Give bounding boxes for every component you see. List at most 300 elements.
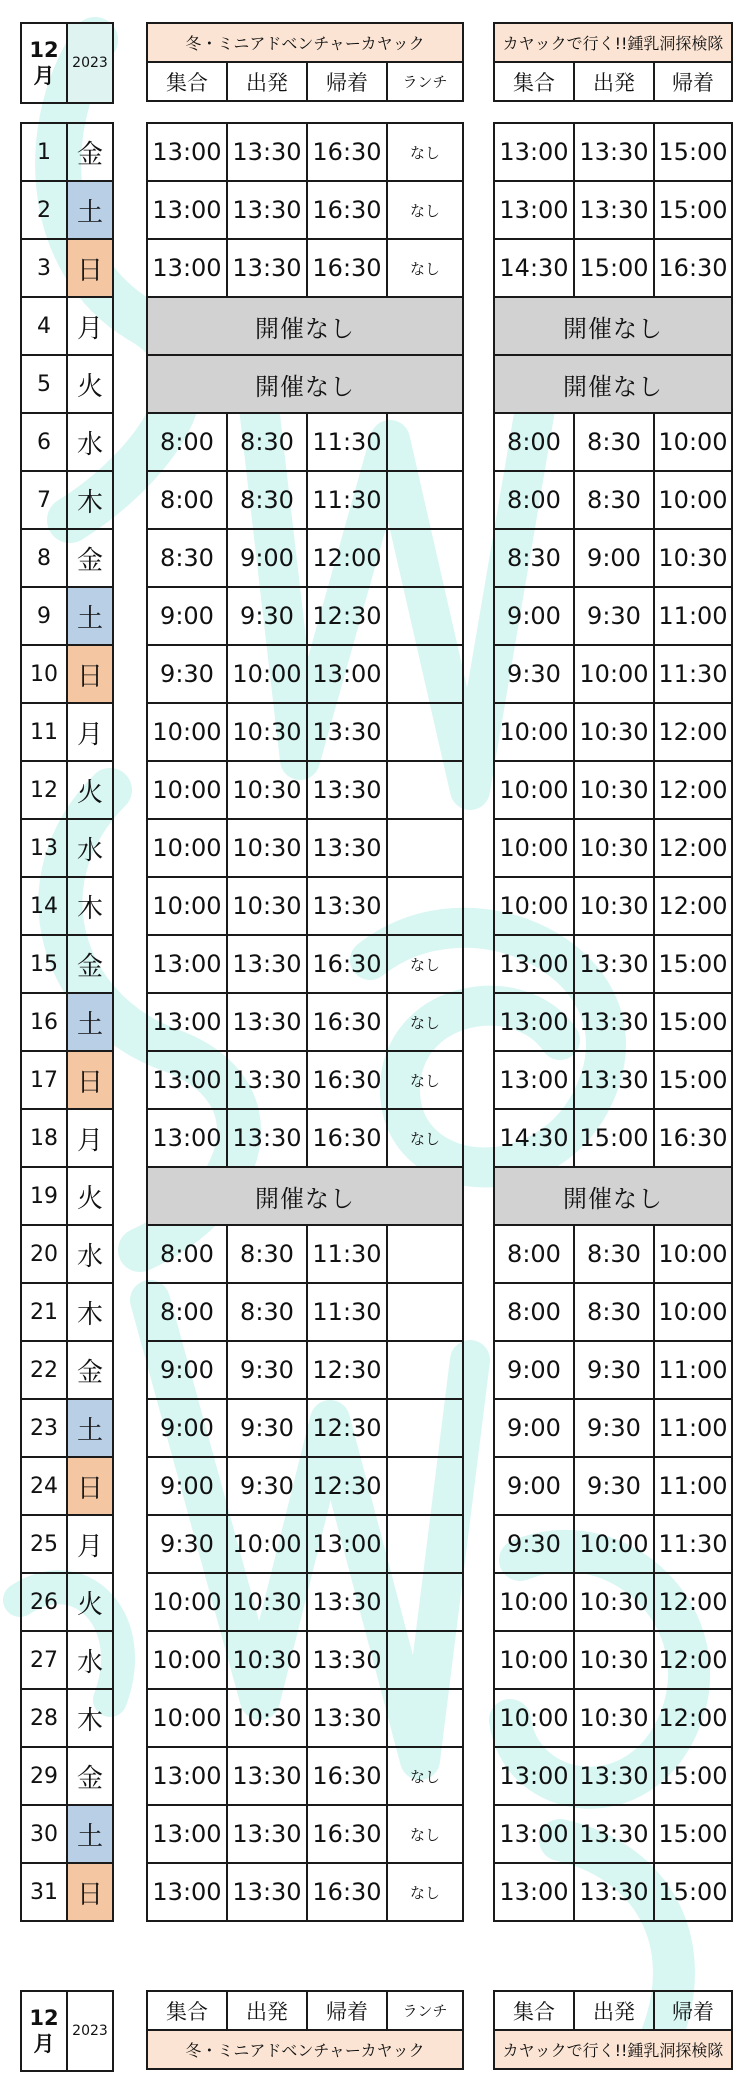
tour-a-return-cell: 13:30 (307, 1631, 387, 1689)
tour-a-gather-cell: 13:00 (147, 123, 227, 181)
weekday-cell: 日 (67, 239, 113, 297)
table-row (21, 1399, 113, 1457)
date-cell: 23 (21, 1399, 67, 1457)
date-cell: 6 (21, 413, 67, 471)
tour-b-depart-cell: 10:30 (574, 1631, 654, 1689)
tour-a-depart-cell: 13:30 (227, 1805, 307, 1863)
footer-a-lunch: ランチ (387, 1991, 463, 2030)
date-cell: 29 (21, 1747, 67, 1805)
tour-a-gather-cell: 13:00 (147, 1747, 227, 1805)
tour-b-depart-cell: 9:30 (574, 1399, 654, 1457)
tour-a-lunch-cell: なし (387, 1863, 463, 1921)
tour-b-schedule-table (493, 122, 733, 1922)
weekday-cell: 土 (67, 181, 113, 239)
tour-b-return-cell: 12:00 (654, 761, 732, 819)
table-row (147, 297, 463, 355)
tour-b-gather-cell: 14:30 (494, 239, 574, 297)
table-row (494, 877, 732, 935)
tour-a-depart-cell: 13:30 (227, 123, 307, 181)
table-row (147, 935, 463, 993)
footer-tour-b-title: カヤックで行く!!鍾乳洞探検隊 (494, 2030, 732, 2069)
tour-a-depart-cell: 13:30 (227, 935, 307, 993)
tour-a-return-cell: 13:00 (307, 1515, 387, 1573)
tour-a-depart-cell: 9:30 (227, 1457, 307, 1515)
weekday-cell: 日 (67, 645, 113, 703)
footer-a-depart: 出発 (227, 1991, 307, 2030)
tour-a-depart-cell: 8:30 (227, 413, 307, 471)
tour-a-gather-cell: 13:00 (147, 1863, 227, 1921)
tour-a-depart-cell: 10:00 (227, 1515, 307, 1573)
table-row (21, 993, 113, 1051)
tour-a-gather-cell: 10:00 (147, 703, 227, 761)
table-row (21, 1747, 113, 1805)
tour-b-gather-cell: 8:00 (494, 413, 574, 471)
tour-a-lunch-cell (387, 587, 463, 645)
tour-b-depart-cell: 8:30 (574, 1283, 654, 1341)
date-cell: 22 (21, 1341, 67, 1399)
tour-a-gather-cell: 13:00 (147, 239, 227, 297)
tour-b-depart-cell: 10:00 (574, 1515, 654, 1573)
weekday-cell: 火 (67, 1167, 113, 1225)
tour-a-lunch-cell: なし (387, 123, 463, 181)
table-row (21, 1225, 113, 1283)
date-cell: 20 (21, 1225, 67, 1283)
header-month-unit: 月 (33, 64, 55, 88)
weekday-cell: 金 (67, 935, 113, 993)
tour-b-gather-cell: 9:30 (494, 1515, 574, 1573)
tour-a-schedule-table (146, 122, 464, 1922)
tour-b-depart-cell: 8:30 (574, 471, 654, 529)
table-row (147, 761, 463, 819)
table-row (21, 1457, 113, 1515)
date-cell: 7 (21, 471, 67, 529)
date-cell: 21 (21, 1283, 67, 1341)
tour-b-depart-cell: 13:30 (574, 993, 654, 1051)
tour-b-gather-cell: 13:00 (494, 123, 574, 181)
tour-a-gather-cell: 9:30 (147, 645, 227, 703)
date-cell: 24 (21, 1457, 67, 1515)
date-cell: 2 (21, 181, 67, 239)
header-a-gather: 集合 (147, 62, 227, 101)
table-row (494, 239, 732, 297)
tour-b-gather-cell: 10:00 (494, 1689, 574, 1747)
tour-a-return-cell: 12:00 (307, 529, 387, 587)
table-row (21, 761, 113, 819)
table-row (147, 239, 463, 297)
table-row (494, 1689, 732, 1747)
tour-a-gather-cell: 9:00 (147, 1457, 227, 1515)
table-row (147, 645, 463, 703)
tour-b-depart-cell: 10:30 (574, 761, 654, 819)
tour-a-depart-cell: 13:30 (227, 1109, 307, 1167)
footer-b-gather: 集合 (494, 1991, 574, 2030)
tour-b-return-cell: 11:00 (654, 1457, 732, 1515)
tour-b-gather-cell: 9:30 (494, 645, 574, 703)
tour-a-depart-cell: 13:30 (227, 1747, 307, 1805)
weekday-cell: 木 (67, 471, 113, 529)
tour-b-gather-cell: 10:00 (494, 1631, 574, 1689)
table-row (147, 587, 463, 645)
tour-a-depart-cell: 9:30 (227, 587, 307, 645)
table-row (147, 1051, 463, 1109)
table-row (494, 1167, 732, 1225)
table-row (21, 1051, 113, 1109)
date-cell: 28 (21, 1689, 67, 1747)
tour-a-lunch-cell: なし (387, 1109, 463, 1167)
table-row (494, 1805, 732, 1863)
tour-a-gather-cell: 13:00 (147, 935, 227, 993)
footer-tour-b-table (493, 1990, 733, 2070)
weekday-cell: 火 (67, 761, 113, 819)
tour-a-return-cell: 12:30 (307, 1399, 387, 1457)
date-cell: 18 (21, 1109, 67, 1167)
header-a-lunch: ランチ (387, 62, 463, 101)
tour-a-lunch-cell: なし (387, 1051, 463, 1109)
table-row (494, 1225, 732, 1283)
tour-b-return-cell: 15:00 (654, 1051, 732, 1109)
tour-b-return-cell: 10:00 (654, 413, 732, 471)
table-row (494, 1341, 732, 1399)
tour-a-depart-cell: 9:30 (227, 1399, 307, 1457)
tour-a-lunch-cell: なし (387, 935, 463, 993)
table-row (494, 703, 732, 761)
table-row (21, 123, 113, 181)
weekday-cell: 土 (67, 993, 113, 1051)
tour-a-gather-cell: 9:00 (147, 1399, 227, 1457)
weekday-cell: 月 (67, 297, 113, 355)
date-cell: 12 (21, 761, 67, 819)
tour-a-depart-cell: 10:30 (227, 877, 307, 935)
header-month-cell (21, 23, 67, 103)
tour-b-return-cell: 16:30 (654, 239, 732, 297)
tour-a-gather-cell: 10:00 (147, 1573, 227, 1631)
table-row (494, 181, 732, 239)
weekday-cell: 月 (67, 703, 113, 761)
table-row (21, 1573, 113, 1631)
date-cell: 16 (21, 993, 67, 1051)
table-row (494, 529, 732, 587)
table-row (21, 1631, 113, 1689)
table-row (147, 819, 463, 877)
tour-b-depart-cell: 10:30 (574, 819, 654, 877)
tour-a-return-cell: 13:30 (307, 819, 387, 877)
tour-b-depart-cell: 10:30 (574, 703, 654, 761)
tour-a-lunch-cell (387, 413, 463, 471)
table-row (494, 1051, 732, 1109)
tour-b-depart-cell: 9:00 (574, 529, 654, 587)
tour-a-lunch-cell (387, 1573, 463, 1631)
tour-b-return-cell: 11:00 (654, 1399, 732, 1457)
tour-a-return-cell: 12:30 (307, 587, 387, 645)
table-row (494, 761, 732, 819)
weekday-cell: 土 (67, 1399, 113, 1457)
table-row (21, 1689, 113, 1747)
tour-a-return-cell: 16:30 (307, 935, 387, 993)
table-row (21, 413, 113, 471)
tour-a-depart-cell: 8:30 (227, 1225, 307, 1283)
table-row (21, 1109, 113, 1167)
table-row (21, 645, 113, 703)
tour-b-gather-cell: 13:00 (494, 1747, 574, 1805)
weekday-cell: 水 (67, 1631, 113, 1689)
tour-b-return-cell: 15:00 (654, 935, 732, 993)
tour-a-lunch-cell (387, 1515, 463, 1573)
tour-b-return-cell: 15:00 (654, 993, 732, 1051)
date-cell: 10 (21, 645, 67, 703)
header-tour-a-title: 冬・ミニアドベンチャーカヤック (147, 23, 463, 62)
header-b-gather: 集合 (494, 62, 574, 101)
tour-b-return-cell: 12:00 (654, 1631, 732, 1689)
header-b-depart: 出発 (574, 62, 654, 101)
table-row (21, 181, 113, 239)
table-row (147, 1341, 463, 1399)
weekday-cell: 水 (67, 413, 113, 471)
tour-a-return-cell: 11:30 (307, 413, 387, 471)
date-cell: 4 (21, 297, 67, 355)
tour-b-depart-cell: 9:30 (574, 587, 654, 645)
tour-a-gather-cell: 10:00 (147, 877, 227, 935)
tour-a-return-cell: 16:30 (307, 181, 387, 239)
tour-b-closed-cell: 開催なし (494, 355, 732, 413)
tour-b-gather-cell: 13:00 (494, 1805, 574, 1863)
tour-b-return-cell: 12:00 (654, 819, 732, 877)
tour-b-return-cell: 15:00 (654, 181, 732, 239)
header-month: 12 (29, 38, 59, 62)
tour-a-lunch-cell (387, 1399, 463, 1457)
tour-b-return-cell: 12:00 (654, 703, 732, 761)
tour-a-return-cell: 13:30 (307, 761, 387, 819)
tour-b-depart-cell: 15:00 (574, 239, 654, 297)
tour-a-gather-cell: 10:00 (147, 819, 227, 877)
tour-b-return-cell: 12:00 (654, 877, 732, 935)
table-row (21, 239, 113, 297)
tour-a-return-cell: 16:30 (307, 239, 387, 297)
weekday-cell: 金 (67, 123, 113, 181)
tour-b-gather-cell: 9:00 (494, 1399, 574, 1457)
tour-a-return-cell: 16:30 (307, 1747, 387, 1805)
tour-b-return-cell: 10:00 (654, 1225, 732, 1283)
tour-b-depart-cell: 9:30 (574, 1457, 654, 1515)
tour-a-return-cell: 12:30 (307, 1341, 387, 1399)
tour-a-lunch-cell (387, 1283, 463, 1341)
tour-a-lunch-cell: なし (387, 239, 463, 297)
date-cell: 13 (21, 819, 67, 877)
tour-b-return-cell: 15:00 (654, 1863, 732, 1921)
weekday-cell: 金 (67, 529, 113, 587)
tour-b-gather-cell: 13:00 (494, 1051, 574, 1109)
footer-month: 12 (29, 2006, 59, 2030)
tour-a-depart-cell: 13:30 (227, 181, 307, 239)
table-row (21, 471, 113, 529)
tour-b-depart-cell: 10:30 (574, 1689, 654, 1747)
tour-a-return-cell: 13:30 (307, 1689, 387, 1747)
tour-b-gather-cell: 13:00 (494, 181, 574, 239)
table-row (494, 819, 732, 877)
tour-a-depart-cell: 9:30 (227, 1341, 307, 1399)
tour-b-return-cell: 12:00 (654, 1573, 732, 1631)
table-row (147, 1457, 463, 1515)
table-row (494, 1631, 732, 1689)
table-row (147, 413, 463, 471)
table-row (21, 587, 113, 645)
tour-b-return-cell: 16:30 (654, 1109, 732, 1167)
weekday-cell: 月 (67, 1109, 113, 1167)
tour-a-lunch-cell: なし (387, 1805, 463, 1863)
tour-a-lunch-cell (387, 1341, 463, 1399)
tour-a-closed-cell: 開催なし (147, 297, 463, 355)
tour-b-gather-cell: 13:00 (494, 1863, 574, 1921)
footer-tour-a-title: 冬・ミニアドベンチャーカヤック (147, 2030, 463, 2069)
tour-a-gather-cell: 13:00 (147, 1051, 227, 1109)
tour-a-return-cell: 11:30 (307, 471, 387, 529)
table-row (494, 413, 732, 471)
weekday-cell: 水 (67, 819, 113, 877)
table-row (147, 703, 463, 761)
tour-b-depart-cell: 13:30 (574, 181, 654, 239)
date-cell: 25 (21, 1515, 67, 1573)
tour-a-return-cell: 16:30 (307, 1805, 387, 1863)
tour-a-lunch-cell (387, 1457, 463, 1515)
table-row (147, 1863, 463, 1921)
tour-a-gather-cell: 10:00 (147, 761, 227, 819)
footer-b-return: 帰着 (654, 1991, 732, 2030)
tour-a-return-cell: 13:30 (307, 703, 387, 761)
tour-a-return-cell: 11:30 (307, 1225, 387, 1283)
tour-b-return-cell: 10:00 (654, 1283, 732, 1341)
table-row (147, 1747, 463, 1805)
tour-b-gather-cell: 8:00 (494, 471, 574, 529)
tour-a-return-cell: 11:30 (307, 1283, 387, 1341)
tour-b-gather-cell: 9:00 (494, 587, 574, 645)
tour-a-gather-cell: 13:00 (147, 1805, 227, 1863)
date-cell: 9 (21, 587, 67, 645)
table-row (21, 877, 113, 935)
header-year: 2023 (67, 23, 113, 103)
date-cell: 15 (21, 935, 67, 993)
table-row (147, 471, 463, 529)
table-row (147, 1167, 463, 1225)
tour-a-gather-cell: 10:00 (147, 1631, 227, 1689)
tour-a-depart-cell: 9:00 (227, 529, 307, 587)
table-row (147, 993, 463, 1051)
date-cell: 30 (21, 1805, 67, 1863)
table-row (21, 1341, 113, 1399)
tour-a-lunch-cell: なし (387, 181, 463, 239)
tour-a-depart-cell: 8:30 (227, 1283, 307, 1341)
weekday-cell: 日 (67, 1863, 113, 1921)
tour-a-lunch-cell (387, 877, 463, 935)
tour-a-lunch-cell (387, 1631, 463, 1689)
tour-a-depart-cell: 13:30 (227, 239, 307, 297)
tour-a-lunch-cell (387, 645, 463, 703)
table-row (21, 529, 113, 587)
table-row (494, 1573, 732, 1631)
tour-b-gather-cell: 9:00 (494, 1341, 574, 1399)
tour-b-gather-cell: 8:00 (494, 1225, 574, 1283)
table-row (147, 1805, 463, 1863)
tour-b-gather-cell: 10:00 (494, 703, 574, 761)
tour-a-depart-cell: 10:30 (227, 761, 307, 819)
header-tour-b-table (493, 22, 733, 102)
table-row (21, 1515, 113, 1573)
tour-a-lunch-cell (387, 761, 463, 819)
tour-b-depart-cell: 13:30 (574, 1863, 654, 1921)
table-row (147, 1573, 463, 1631)
tour-a-gather-cell: 13:00 (147, 1109, 227, 1167)
weekday-cell: 水 (67, 1225, 113, 1283)
tour-b-return-cell: 11:30 (654, 645, 732, 703)
table-row (21, 1283, 113, 1341)
tour-b-gather-cell: 13:00 (494, 993, 574, 1051)
table-row (21, 355, 113, 413)
weekday-cell: 火 (67, 1573, 113, 1631)
weekday-cell: 日 (67, 1457, 113, 1515)
tour-a-gather-cell: 9:00 (147, 587, 227, 645)
table-row (147, 1225, 463, 1283)
date-cell: 17 (21, 1051, 67, 1109)
tour-b-return-cell: 15:00 (654, 1747, 732, 1805)
table-row (494, 1109, 732, 1167)
tour-b-gather-cell: 14:30 (494, 1109, 574, 1167)
tour-a-lunch-cell (387, 819, 463, 877)
table-row (494, 297, 732, 355)
tour-b-gather-cell: 9:00 (494, 1457, 574, 1515)
date-cell: 26 (21, 1573, 67, 1631)
tour-a-lunch-cell (387, 703, 463, 761)
tour-a-return-cell: 16:30 (307, 1109, 387, 1167)
tour-b-closed-cell: 開催なし (494, 1167, 732, 1225)
table-row (494, 355, 732, 413)
tour-b-return-cell: 11:30 (654, 1515, 732, 1573)
tour-a-return-cell: 16:30 (307, 993, 387, 1051)
tour-b-return-cell: 11:00 (654, 587, 732, 645)
table-row (21, 297, 113, 355)
tour-b-depart-cell: 13:30 (574, 1805, 654, 1863)
date-cell: 19 (21, 1167, 67, 1225)
table-row (494, 1515, 732, 1573)
tour-a-return-cell: 13:30 (307, 877, 387, 935)
table-row (494, 935, 732, 993)
table-row (147, 1689, 463, 1747)
weekday-cell: 木 (67, 877, 113, 935)
tour-b-depart-cell: 9:30 (574, 1341, 654, 1399)
tour-b-return-cell: 10:00 (654, 471, 732, 529)
tour-a-gather-cell: 9:00 (147, 1341, 227, 1399)
table-row (21, 935, 113, 993)
tour-b-depart-cell: 10:30 (574, 877, 654, 935)
tour-a-depart-cell: 13:30 (227, 1863, 307, 1921)
tour-a-return-cell: 16:30 (307, 123, 387, 181)
weekday-cell: 日 (67, 1051, 113, 1109)
tour-b-gather-cell: 13:00 (494, 935, 574, 993)
tour-a-gather-cell: 8:30 (147, 529, 227, 587)
tour-a-gather-cell: 8:00 (147, 1283, 227, 1341)
footer-a-return: 帰着 (307, 1991, 387, 2030)
tour-b-gather-cell: 8:30 (494, 529, 574, 587)
tour-b-depart-cell: 13:30 (574, 1051, 654, 1109)
tour-b-gather-cell: 10:00 (494, 819, 574, 877)
footer-month-cell (21, 1991, 67, 2071)
tour-b-gather-cell: 10:00 (494, 877, 574, 935)
tour-a-return-cell: 13:00 (307, 645, 387, 703)
tour-a-lunch-cell (387, 1225, 463, 1283)
table-row (147, 181, 463, 239)
tour-b-gather-cell: 10:00 (494, 761, 574, 819)
table-row (147, 355, 463, 413)
tour-a-gather-cell: 10:00 (147, 1689, 227, 1747)
weekday-cell: 土 (67, 1805, 113, 1863)
footer-tour-a-table (146, 1990, 464, 2070)
